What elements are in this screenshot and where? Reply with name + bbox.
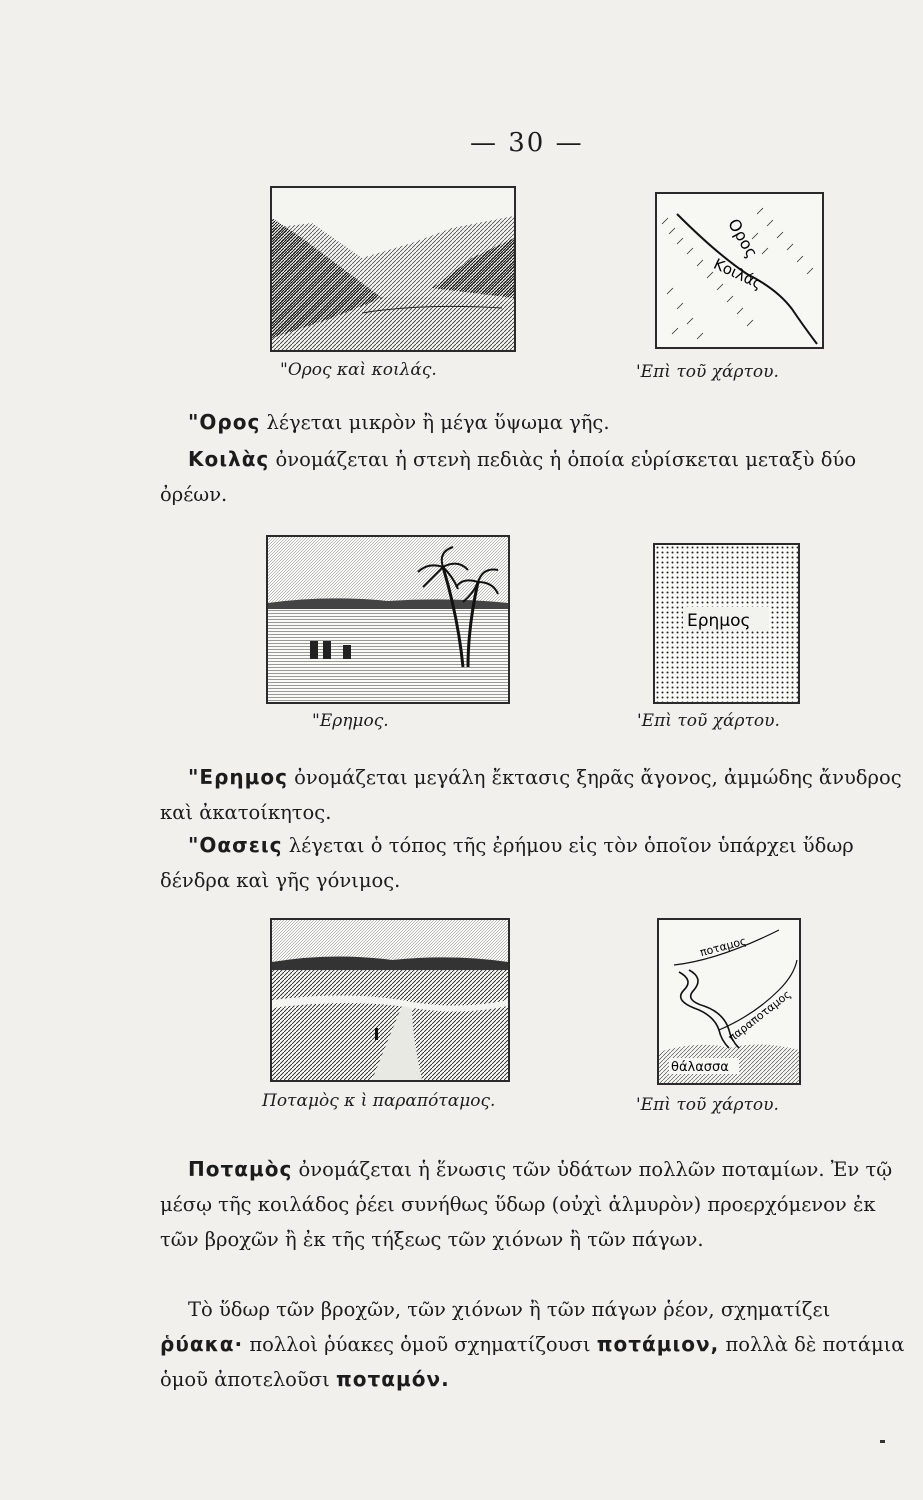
mountain-valley-illustration <box>270 186 516 352</box>
term: Ποταμὸς <box>188 1157 293 1181</box>
paragraph-rivers-formation: Τὸ ὕδωρ τῶν βροχῶν, τῶν χιόνων ἢ τῶν πάγων ῥέον, σχηματίζει ῥύακα· πολλοὶ ῥύακες ὁμοῦ σχηματίζουσι ποτάμιον, πολλὰ δὲ ποτάμια ὁμοῦ ἀποτελοῦσι ποταμόν. <box>160 1298 905 1391</box>
definition-oaseis: "Οασεις λέγεται ὁ τόπος τῆς ἐρήμου εἰς τὸν ὁποῖον ὑπάρχει ὕδωρ δένδρα καὶ γῆς γόνιμος. <box>160 833 854 892</box>
map-label-oros: Ορος <box>724 215 762 262</box>
figure-caption: 'Επὶ τοῦ χάρτου. <box>637 711 780 731</box>
term: "Ορος <box>188 410 261 434</box>
map-label-erimos: Ερημος <box>687 611 751 631</box>
mountain-valley-map <box>655 192 824 349</box>
term: "Ερημος <box>188 765 288 789</box>
desert-illustration <box>266 535 510 704</box>
term: Κοιλὰς <box>188 447 270 471</box>
definition-erimos: "Ερημος ὀνομάζεται μεγάλη ἔκτασις ξηρᾶς ἄγονος, ἀμμώδης ἄνυδρος καὶ ἀκατοίκητος. <box>160 765 902 824</box>
definition-oros: "Ορος λέγεται μικρὸν ἢ μέγα ὕψωμα γῆς. <box>188 410 610 434</box>
map-label-potamos: ποταμος <box>698 934 748 960</box>
figure-caption: "Ερημος. <box>312 711 389 731</box>
figure-caption: "Ορος καὶ κοιλάς. <box>280 360 437 380</box>
map-label-parapotamos: παραποταμος <box>725 987 794 1045</box>
definition-potamos: Ποταμὸς ὀνομάζεται ἡ ἕνωσις τῶν ὑδάτων πολλῶν ποταμίων. Ἐν τῷ μέσῳ τῆς κοιλάδος ῥέει συνήθως ὕδωρ (οὐχὶ ἁλμυρὸν) προερχόμενον ἐκ τῶν βροχῶν ἢ ἐκ τῆς τήξεως τῶν χιόνων ἢ τῶν πάγων. <box>160 1157 893 1251</box>
figure-caption: Ποταμὸς κ ὶ παραπόταμος. <box>262 1091 496 1111</box>
desert-map <box>653 543 800 704</box>
term: ῥύακα· <box>160 1332 244 1356</box>
map-label-koilas: Κοιλάς <box>710 254 766 293</box>
page-number: — 30 — <box>470 128 584 158</box>
figure-caption: 'Επὶ τοῦ χάρτου. <box>636 362 779 382</box>
river-map <box>657 918 801 1085</box>
map-label-thalassa: θάλασσα <box>671 1060 729 1075</box>
ink-speck <box>880 1440 885 1443</box>
term: ποταμόν. <box>335 1367 450 1391</box>
river-illustration <box>270 918 510 1082</box>
term: ποτάμιον, <box>596 1332 720 1356</box>
figure-caption: 'Επὶ τοῦ χάρτου. <box>636 1095 779 1115</box>
term: "Οασεις <box>188 833 283 857</box>
definition-koilas: Κοιλὰς ὀνομάζεται ἡ στενὴ πεδιὰς ἡ ὁποία εὑρίσκεται μεταξὺ δύο ὀρέων. <box>160 447 857 506</box>
